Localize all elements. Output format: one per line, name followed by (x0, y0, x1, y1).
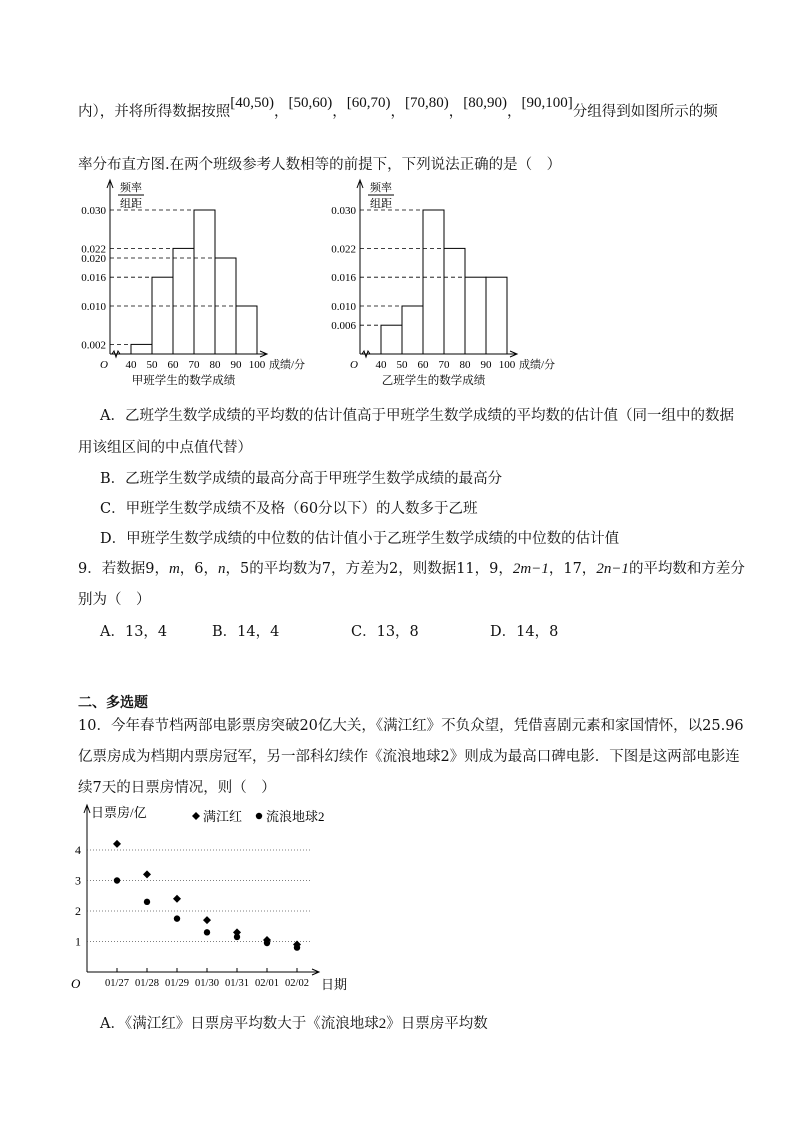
y-tick-label: 0.022 (331, 243, 356, 256)
expr-2n-1: 2n−1 (596, 561, 629, 577)
x-tick-label: 01/27 (105, 978, 129, 989)
x-tick-label: 02/02 (285, 978, 309, 989)
box-office-scatter-chart (60, 800, 360, 1000)
histogram-bar (486, 277, 507, 354)
q9-option-c: C．13，8 (351, 624, 419, 640)
q9-text-c2: ，17， (548, 561, 597, 577)
histogram-bar (236, 306, 257, 354)
point-liulangdiqiu2 (114, 877, 120, 883)
legend-label: 满江红 (203, 809, 243, 824)
expr-2m-1: 2m−1 (512, 561, 549, 577)
x-tick-label: 90 (480, 359, 492, 371)
q9-text-b: ，5的平均数为7，方差为2，则数据11，9， (225, 561, 513, 577)
section-title-multiple-choice: 二、多选题 (78, 695, 148, 711)
legend-circle-marker (256, 813, 262, 819)
y-tick-label: 0.010 (81, 301, 106, 313)
q9-text-a: 9．若数据9， (78, 561, 169, 577)
origin-label: O (350, 359, 358, 371)
q10-option-a-text-a: A．《满江红》日票房平均数大于《流浪地球 (100, 1016, 379, 1032)
x-tick-label: 80 (209, 359, 221, 371)
var-n: n (218, 561, 226, 577)
interval-5: [80,90) (463, 95, 507, 111)
histogram-bar (152, 277, 173, 354)
x-axis-label: 成绩/分 (519, 359, 556, 371)
q10-line-2: 亿票房成为档期内票房冠军，另一部科幻续作《流浪地球2》则成为最高口碑电影．下图是这两部电影连 (78, 749, 740, 765)
y-tick-label: 0.016 (331, 272, 356, 285)
interval-1: [40,50) (230, 95, 274, 111)
histogram-bar (423, 210, 444, 354)
origin-label: O (100, 359, 108, 371)
x-tick-label: 01/28 (135, 978, 159, 989)
x-tick-label: 50 (146, 359, 158, 371)
separator: ， (448, 104, 464, 120)
q9-option-a: A．13，4 (100, 624, 168, 640)
q8-line1-suffix: 分组得到如图所示的频 (572, 104, 718, 120)
q8-line-2: 率分布直方图.在两个班级参考人数相等的前提下，下列说法正确的是（ ） (78, 157, 562, 173)
x-tick-label: 90 (230, 359, 242, 371)
separator: ， (274, 104, 289, 120)
histogram-bar (465, 277, 486, 354)
x-tick-label: 80 (459, 359, 471, 371)
y-label-top: 频率 (120, 182, 142, 194)
separator: ， (332, 104, 347, 120)
x-axis-label: 日期 (321, 977, 348, 992)
q9-line-2: 别为（ ） (78, 592, 151, 608)
point-liulangdiqiu2 (234, 934, 240, 940)
origin-label: O (71, 976, 81, 991)
q8-option-b: B．乙班学生数学成绩的最高分高于甲班学生数学成绩的最高分 (100, 471, 503, 487)
histogram-bar (173, 248, 194, 354)
q8-line1-prefix: 内），并将所得数据按照 (78, 104, 231, 120)
y-tick-label: 0.020 (81, 253, 106, 265)
x-tick-label: 50 (396, 359, 408, 371)
q9-text-c1: ，6， (179, 561, 219, 577)
histogram-class-yi (320, 176, 590, 396)
point-manjianghong (203, 916, 211, 924)
y-tick-label: 0.030 (81, 205, 106, 217)
q10-option-a-text-b: 》日票房平均数 (386, 1016, 488, 1032)
x-tick-label: 70 (438, 359, 450, 371)
y-axis-label: 日票房/亿 (91, 805, 147, 820)
q9-line-1 (78, 557, 745, 578)
x-tick-label: 01/31 (225, 978, 249, 989)
var-m: m (168, 561, 180, 577)
y-tick-label: 1 (75, 934, 81, 949)
q9-option-d: D．14，8 (490, 624, 559, 640)
x-tick-label: 100 (248, 359, 266, 371)
separator: ， (507, 104, 522, 120)
q10-line-3: 续7天的日票房情况，则（ ） (78, 780, 276, 796)
x-tick-label: 01/30 (195, 978, 219, 989)
point-manjianghong (173, 895, 181, 903)
x-tick-label: 100 (498, 359, 516, 371)
y-tick-label: 0.010 (331, 301, 356, 313)
q10-option-a (100, 1012, 488, 1033)
y-tick-label: 0.006 (331, 320, 356, 333)
y-label-top: 频率 (370, 182, 392, 194)
y-tick-label: 0.002 (81, 339, 106, 352)
point-liulangdiqiu2 (144, 899, 150, 905)
point-liulangdiqiu2 (294, 944, 300, 950)
y-tick-label: 0.030 (331, 205, 356, 217)
y-label-bottom: 组距 (120, 198, 142, 210)
interval-2: [50,60) (288, 95, 333, 111)
histogram-bar (444, 248, 465, 354)
interval-3: [60,70) (346, 95, 391, 111)
legend-label: 流浪地球2 (266, 809, 325, 824)
q8-option-d: D．甲班学生数学成绩的中位数的估计值小于乙班学生数学成绩的中位数的估计值 (100, 531, 620, 547)
x-tick-label: 60 (417, 359, 429, 371)
y-tick-label: 4 (75, 843, 81, 857)
q8-line-1 (78, 95, 718, 121)
y-tick-label: 2 (75, 904, 81, 918)
point-manjianghong (143, 870, 151, 878)
q8-option-c: C．甲班学生数学成绩不及格（60分以下）的人数多于乙班 (100, 501, 478, 517)
y-label-bottom: 组距 (370, 198, 392, 210)
q10-option-a-number: 2 (378, 1016, 387, 1032)
separator: ， (390, 104, 405, 120)
y-tick-label: 0.022 (81, 243, 106, 256)
q9-option-b: B．14，4 (212, 624, 280, 640)
histogram-bar (402, 306, 423, 354)
x-axis-label: 成绩/分 (269, 359, 306, 371)
point-manjianghong (113, 840, 121, 848)
point-liulangdiqiu2 (264, 940, 270, 946)
q10-line-1: 10．今年春节档两部电影票房突破20亿大关，《满江红》不负众望，凭借喜剧元素和家国情怀，以25.96 (78, 718, 744, 734)
x-tick-label: 70 (188, 359, 200, 371)
point-liulangdiqiu2 (174, 915, 180, 921)
histogram-title: 乙班学生的数学成绩 (381, 375, 486, 387)
legend-diamond-marker (192, 812, 200, 820)
x-tick-label: 02/01 (255, 978, 279, 989)
x-tick-label: 40 (375, 359, 387, 371)
histogram-class-jia (70, 176, 330, 396)
histogram-bar (194, 210, 215, 354)
x-tick-label: 60 (167, 359, 179, 371)
y-tick-label: 0.016 (81, 272, 106, 285)
histogram-title: 甲班学生的数学成绩 (131, 375, 236, 387)
q8-option-a-line1: A．乙班学生数学成绩的平均数的估计值高于甲班学生数学成绩的平均数的估计值（同一组中的数据 (100, 408, 734, 424)
q8-option-a-line2: 用该组区间的中点值代替） (78, 440, 252, 456)
x-tick-label: 01/29 (165, 978, 189, 989)
point-liulangdiqiu2 (204, 929, 210, 935)
histogram-bar (381, 325, 402, 354)
histogram-bar (131, 344, 152, 354)
interval-6: [90,100] (521, 95, 573, 111)
interval-4: [70,80) (405, 95, 449, 111)
y-tick-label: 3 (75, 873, 81, 888)
q9-text-c: 的平均数和方差分 (628, 561, 745, 577)
x-tick-label: 40 (125, 359, 137, 371)
